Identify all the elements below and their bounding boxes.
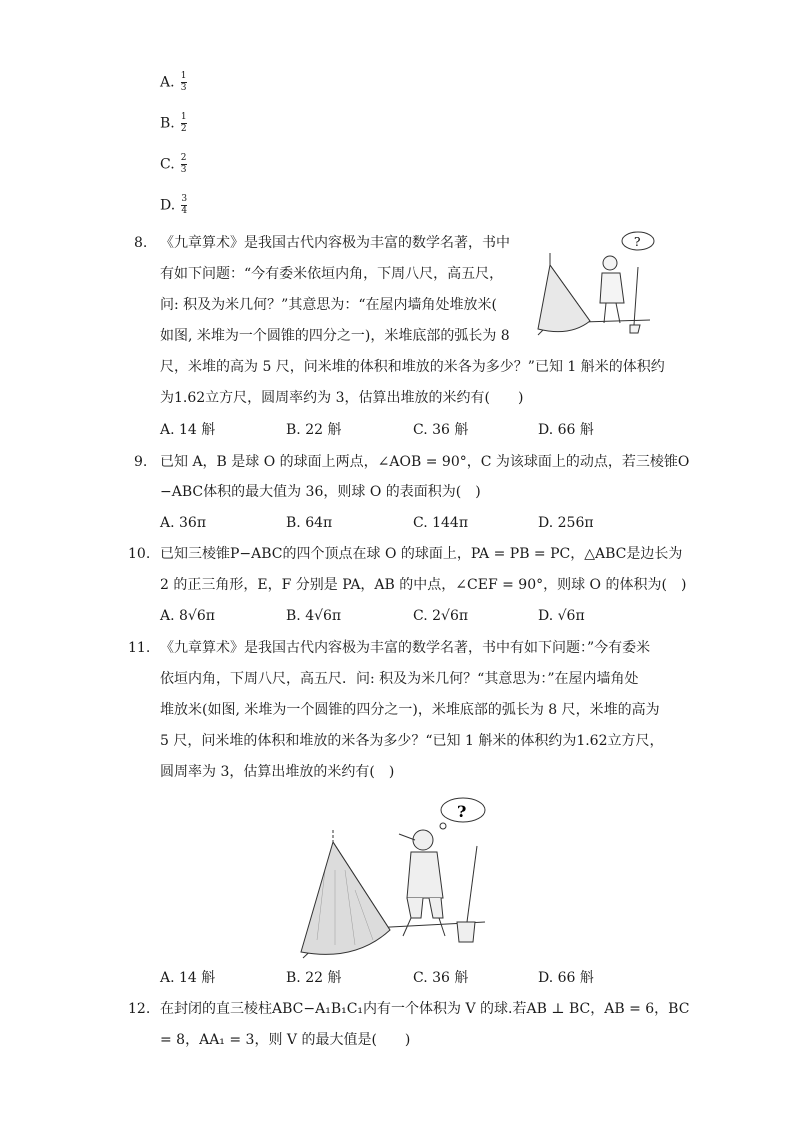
q8-line-3: 问: 积及为米几何？”其意思为：“在屋内墙角处堆放米( <box>160 297 497 313</box>
q10-choice-d: D. √6π <box>538 608 585 624</box>
q12-line-2: = 8，AA₁ = 3，则 V 的最大值是( ) <box>160 1032 411 1048</box>
q7-option-c: C. $\frac{2}{3}$ <box>160 153 187 175</box>
q9-choice-b: B. 64π <box>286 515 333 531</box>
figure-speech-symbol-small: ? <box>634 235 641 249</box>
q10-choice-c: C. 2√6π <box>413 608 469 624</box>
q9-choice-c: C. 144π <box>413 515 469 531</box>
q8-line-5: 尺，米堆的高为 5 尺，问米堆的体积和堆放的米各为多少？”已知 1 斛米的体积约 <box>160 359 665 375</box>
q8-number: 8. <box>134 235 148 251</box>
q10-choice-b: B. 4√6π <box>286 608 342 624</box>
q10-line-2: 2 的正三角形，E，F 分别是 PA，AB 的中点，∠CEF = 90°，则球 O 的体积为( ) <box>160 577 687 593</box>
q8-choices <box>160 419 640 441</box>
q11-choice-a: A. 14 斛 <box>160 970 216 986</box>
q8-line-2: 有如下问题：“今有委米依垣内角，下周八尺，高五尺， <box>160 266 504 282</box>
q11-choice-b: B. 22 斛 <box>286 970 342 986</box>
q7-option-d: D. $\frac{3}{4}$ <box>160 194 188 216</box>
q9-choice-d: D. 256π <box>538 515 594 531</box>
q8-line-6: 为1.62立方尺，圆周率约为 3，估算出堆放的米约有( ) <box>160 390 524 406</box>
q11-choice-d: D. 66 斛 <box>538 970 594 986</box>
figure-speech-symbol-large: ? <box>457 802 467 821</box>
q9-choice-a: A. 36π <box>160 515 207 531</box>
q7-option-b: B. $\frac{1}{2}$ <box>160 112 187 134</box>
q8-line-4: 如图, 米堆为一个圆锥的四分之一)，米堆底部的弧长为 8 <box>160 328 510 344</box>
q11-choices <box>160 967 640 989</box>
q8-line-1: 《九章算术》是我国古代内容极为丰富的数学名著，书中 <box>160 235 510 251</box>
q12-number: 12. <box>128 1001 151 1017</box>
q8-choice-d: D. 66 斛 <box>538 422 594 438</box>
q9-number: 9. <box>134 454 148 470</box>
q8-choice-a: A. 14 斛 <box>160 422 216 438</box>
q10-choice-a: A. 8√6π <box>160 608 215 624</box>
q9-line-1: 已知 A，B 是球 O 的球面上两点，∠AOB = 90°，C 为该球面上的动点，若三棱锥O <box>160 454 690 470</box>
q11-line-5: 圆周率为 3，估算出堆放的米约有( ) <box>160 764 395 780</box>
q8-choice-b: B. 22 斛 <box>286 422 342 438</box>
q11-line-2: 依垣内角，下周八尺，高五尺．问: 积及为米几何？“其意思为：”在屋内墙角处 <box>160 671 639 687</box>
q12-line-1: 在封闭的直三棱柱ABC−A₁B₁C₁内有一个体积为 V 的球.若AB ⊥ BC，AB = 6，BC <box>160 1001 690 1017</box>
q8-choice-c: C. 36 斛 <box>413 422 469 438</box>
q11-choice-c: C. 36 斛 <box>413 970 469 986</box>
q10-line-1: 已知三棱锥P−ABC的四个顶点在球 O 的球面上，PA = PB = PC，△ABC是边长为 <box>160 546 683 562</box>
q7-option-a: A. $\frac{1}{3}$ <box>160 71 187 93</box>
q11-line-1: 《九章算术》是我国古代内容极为丰富的数学名著，书中有如下问题：”今有委米 <box>160 640 651 656</box>
q9-choices <box>160 512 640 534</box>
rice-pile-figure-large <box>295 790 495 960</box>
q11-line-3: 堆放米(如图, 米堆为一个圆锥的四分之一)，米堆底部的弧长为 8 尺，米堆的高为 <box>160 702 660 718</box>
q11-number: 11. <box>128 640 151 656</box>
q11-line-4: 5 尺，问米堆的体积和堆放的米各为多少？“已知 1 斛米的体积约为1.62立方尺， <box>160 733 664 749</box>
q10-number: 10. <box>128 546 151 562</box>
q10-choices <box>160 605 640 627</box>
q9-line-2: −ABC体积的最大值为 36，则球 O 的表面积为( ) <box>160 484 481 500</box>
rice-pile-figure-small <box>530 225 665 340</box>
